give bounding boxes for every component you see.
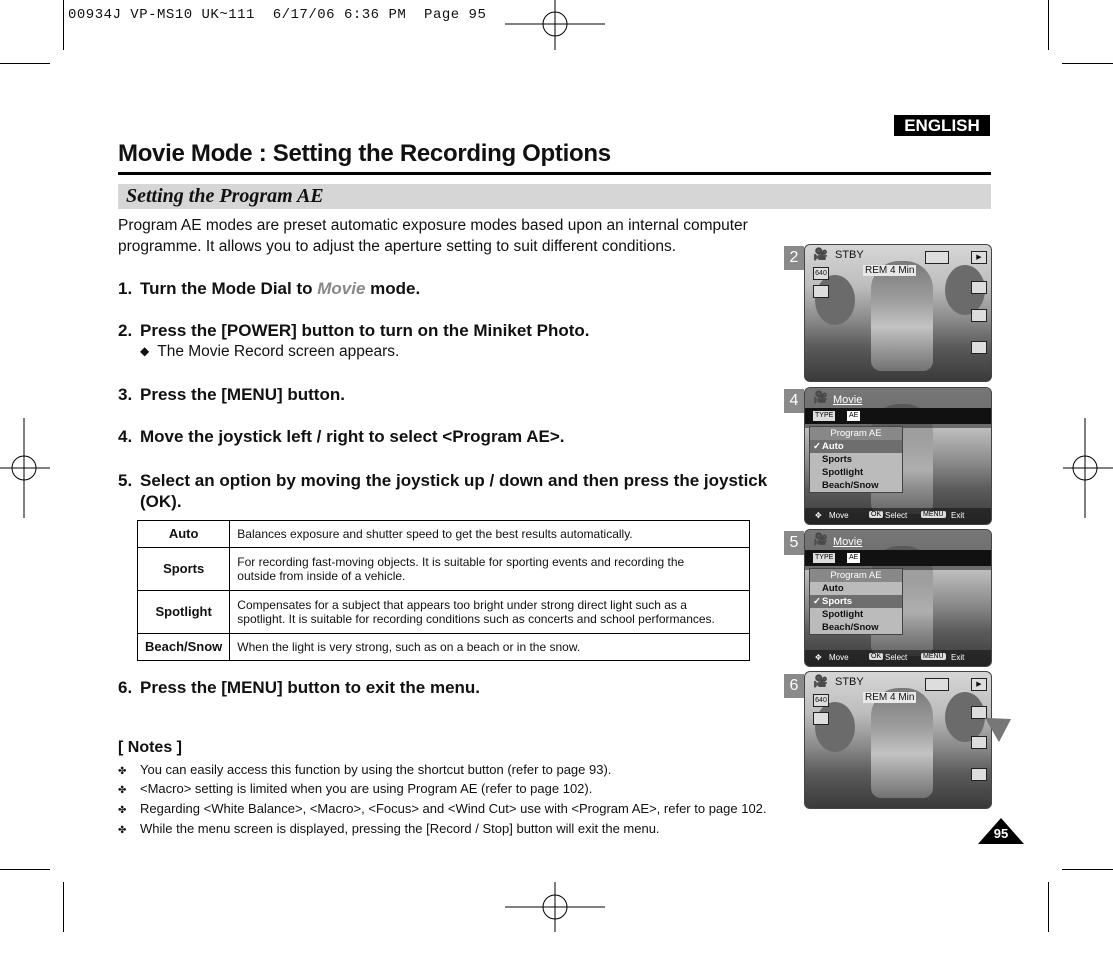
step-text: Move the joystick left / right to select <Program AE>.: [140, 427, 565, 446]
movie-camera-icon: 🎥: [813, 247, 828, 261]
option-name: Spotlight: [138, 591, 230, 634]
diamond-bullet-icon: ◆: [140, 344, 150, 358]
menu-button-icon: MENU: [923, 653, 944, 660]
note-text: You can easily access this function by using the shortcut button (refer to page 93).: [140, 762, 612, 777]
joystick-icon: ✥: [815, 653, 822, 662]
remaining-time: REM 4 Min: [865, 692, 915, 703]
remaining-time: REM 4 Min: [865, 265, 915, 276]
title-rule: [118, 172, 991, 175]
resolution-badge: 640: [813, 267, 829, 280]
submenu-item-auto[interactable]: [810, 582, 902, 595]
note-text: While the menu screen is displayed, pressing the [Record / Stop] button will exit the menu.: [140, 821, 660, 836]
step-text: Press the [MENU] button to exit the menu.: [140, 678, 481, 697]
submenu-title: Program AE: [810, 427, 902, 440]
step-text: (OK).: [140, 492, 182, 511]
menu-footer: [805, 508, 991, 524]
check-icon: ✓: [813, 441, 821, 452]
submenu-item-sports[interactable]: [810, 453, 902, 466]
step-text: Select an option by moving the joystick up / down and then press the joystick: [140, 471, 768, 490]
white-balance-icon: [971, 736, 987, 749]
table-row: [138, 591, 750, 634]
submenu-item-label: Auto: [822, 583, 844, 594]
table-row: [138, 634, 750, 661]
option-description-line: Compensates for a subject that appears too bright under strong direct light such as a: [237, 598, 687, 612]
battery-icon: [925, 251, 949, 264]
lcd-screen-standby: [804, 244, 992, 382]
crop-mark: [1062, 63, 1113, 64]
playback-icon: ▶: [971, 251, 987, 264]
joystick-icon: ✥: [815, 511, 822, 520]
note-text: Regarding <White Balance>, <Macro>, <Focus> and <Wind Cut> use with <Program AE>, refer to page 102.: [140, 801, 767, 816]
check-icon: ✓: [813, 596, 821, 607]
playback-icon: ▶: [971, 678, 987, 691]
crop-mark: [1048, 0, 1049, 50]
ok-button-icon: OK: [871, 653, 882, 660]
intro-paragraph: [118, 215, 768, 257]
child-subject: [871, 261, 933, 371]
submenu-item-label: Auto: [822, 441, 844, 452]
footer-exit: Exit: [951, 511, 965, 520]
background-tree: [815, 702, 855, 752]
option-name: Auto: [138, 521, 230, 548]
page-title: Movie Mode : Setting the Recording Options: [118, 140, 611, 167]
step-text: mode.: [365, 279, 421, 298]
submenu-item-label: Spotlight: [822, 609, 864, 620]
wind-cut-icon: [971, 341, 987, 354]
submenu-item-beach-snow[interactable]: [810, 479, 902, 492]
program-ae-submenu: [809, 568, 903, 635]
option-description-line: For recording fast-moving objects. It is suitable for sporting events and recording the: [237, 555, 685, 569]
table-row: [138, 521, 750, 548]
submenu-item-label: Sports: [822, 596, 853, 607]
submenu-item-beach-snow[interactable]: [810, 621, 902, 634]
note-item: [118, 801, 767, 816]
movie-camera-icon: 🎥: [813, 674, 828, 688]
print-header: 00934J VP-MS10 UK~111 6/17/06 6:36 PM Page 95: [68, 7, 487, 23]
option-description-line: When the light is very strong, such as on a beach or in the snow.: [237, 640, 581, 654]
step-text: Press the [POWER] button to turn on the Miniket Photo.: [140, 321, 590, 340]
notes-heading: [ Notes ]: [118, 739, 182, 756]
resolution-badge: 640: [813, 694, 829, 707]
language-badge: ENGLISH: [894, 115, 990, 136]
tab-program-ae[interactable]: AE: [849, 412, 859, 419]
step-number: 4.: [118, 427, 133, 446]
page-number: 95: [993, 826, 1009, 841]
tab-program-ae[interactable]: AE: [849, 554, 859, 561]
wind-cut-icon: [971, 768, 987, 781]
footer-move: Move: [829, 653, 849, 662]
lcd-screen-menu: [804, 387, 992, 525]
quality-icon: [813, 285, 829, 298]
note-bullet-icon: ✤: [118, 825, 127, 836]
section-title: Setting the Program AE: [126, 185, 324, 207]
crop-mark: [0, 63, 50, 64]
tab-type[interactable]: TYPE: [815, 554, 834, 561]
white-balance-icon: [971, 309, 987, 322]
screen-label: 6: [784, 674, 804, 698]
submenu-item-sports[interactable]: [810, 595, 902, 608]
screen-label: 2: [784, 246, 804, 270]
option-description-line: Balances exposure and shutter speed to get the best results automatically.: [237, 527, 633, 541]
step-6: [118, 678, 480, 698]
screen-label: 5: [784, 531, 804, 555]
step-number: 2.: [118, 321, 133, 340]
option-description: [230, 521, 750, 548]
option-description: [230, 591, 750, 634]
note-item: [118, 762, 611, 777]
note-text: <Macro> setting is limited when you are using Program AE (refer to page 102).: [140, 781, 593, 796]
note-bullet-icon: ✤: [118, 785, 127, 796]
crop-mark: [63, 882, 64, 932]
background-tree: [815, 275, 855, 325]
submenu-item-spotlight[interactable]: [810, 466, 902, 479]
battery-icon: [925, 678, 949, 691]
step-2: [118, 321, 590, 341]
step-number: 6.: [118, 678, 133, 697]
intro-line: programme. It allows you to adjust the aperture setting to suit different conditions.: [118, 238, 677, 255]
registration-mark-top: [505, 0, 605, 50]
movie-camera-icon: 🎥: [813, 390, 828, 404]
tab-type[interactable]: TYPE: [815, 412, 834, 419]
option-description: [230, 548, 750, 591]
step-3: [118, 385, 345, 405]
step-4: [118, 427, 565, 447]
menu-title: Movie: [833, 394, 863, 406]
step-emphasis: Movie: [317, 279, 366, 298]
menu-title: Movie: [833, 536, 863, 548]
crop-mark: [1048, 882, 1049, 932]
standby-status: STBY: [835, 676, 864, 688]
registration-mark-left: [0, 418, 50, 518]
menu-button-icon: MENU: [923, 511, 944, 518]
crop-mark: [0, 869, 50, 870]
step-number: 5.: [118, 471, 133, 490]
table-row: [138, 548, 750, 591]
step-2-sub: [140, 343, 399, 361]
lcd-screen-standby: [804, 671, 992, 809]
submenu-item-label: Sports: [822, 454, 853, 465]
step-number: 1.: [118, 279, 133, 298]
submenu-title: Program AE: [810, 569, 902, 582]
note-item: [118, 781, 592, 796]
screen-label: 4: [784, 389, 804, 413]
lcd-screen-menu: [804, 529, 992, 667]
menu-footer: [805, 650, 991, 666]
option-name: Beach/Snow: [138, 634, 230, 661]
step-text: Turn the Mode Dial to: [140, 279, 318, 298]
submenu-item-auto[interactable]: [810, 440, 902, 453]
footer-move: Move: [829, 511, 849, 520]
menu-tabs: [805, 408, 991, 424]
submenu-item-label: Beach/Snow: [822, 480, 879, 491]
registration-mark-right: [1063, 418, 1113, 518]
program-ae-options-table: [137, 520, 750, 661]
crop-mark: [63, 0, 64, 50]
option-description: [230, 634, 750, 661]
option-name: Sports: [138, 548, 230, 591]
intro-line: Program AE modes are preset automatic exposure modes based upon an internal computer: [118, 217, 748, 234]
program-ae-submenu: [809, 426, 903, 493]
registration-mark-bottom: [505, 882, 605, 932]
note-bullet-icon: ✤: [118, 805, 127, 816]
footer-select: Select: [885, 653, 908, 662]
submenu-item-label: Spotlight: [822, 467, 864, 478]
step-1: [118, 279, 420, 299]
standby-status: STBY: [835, 249, 864, 261]
step-text: Press the [MENU] button.: [140, 385, 345, 404]
quality-icon: [813, 712, 829, 725]
menu-tabs: [805, 550, 991, 566]
movie-camera-icon: 🎥: [813, 532, 828, 546]
note-bullet-icon: ✤: [118, 766, 127, 777]
option-description-line: spotlight. It is suitable for recording conditions such as concerts and school performances.: [237, 612, 715, 626]
submenu-item-spotlight[interactable]: [810, 608, 902, 621]
crop-mark: [1062, 869, 1113, 870]
note-item: [118, 821, 660, 836]
footer-select: Select: [885, 511, 908, 520]
program-ae-icon: [971, 281, 987, 294]
footer-exit: Exit: [951, 653, 965, 662]
step-sub-text: The Movie Record screen appears.: [157, 343, 400, 360]
step-number: 3.: [118, 385, 133, 404]
submenu-item-label: Beach/Snow: [822, 622, 879, 633]
child-subject: [871, 688, 933, 798]
ok-button-icon: OK: [871, 511, 882, 518]
option-description-line: outside from inside of a vehicle.: [237, 569, 406, 583]
step-5: [118, 470, 767, 512]
